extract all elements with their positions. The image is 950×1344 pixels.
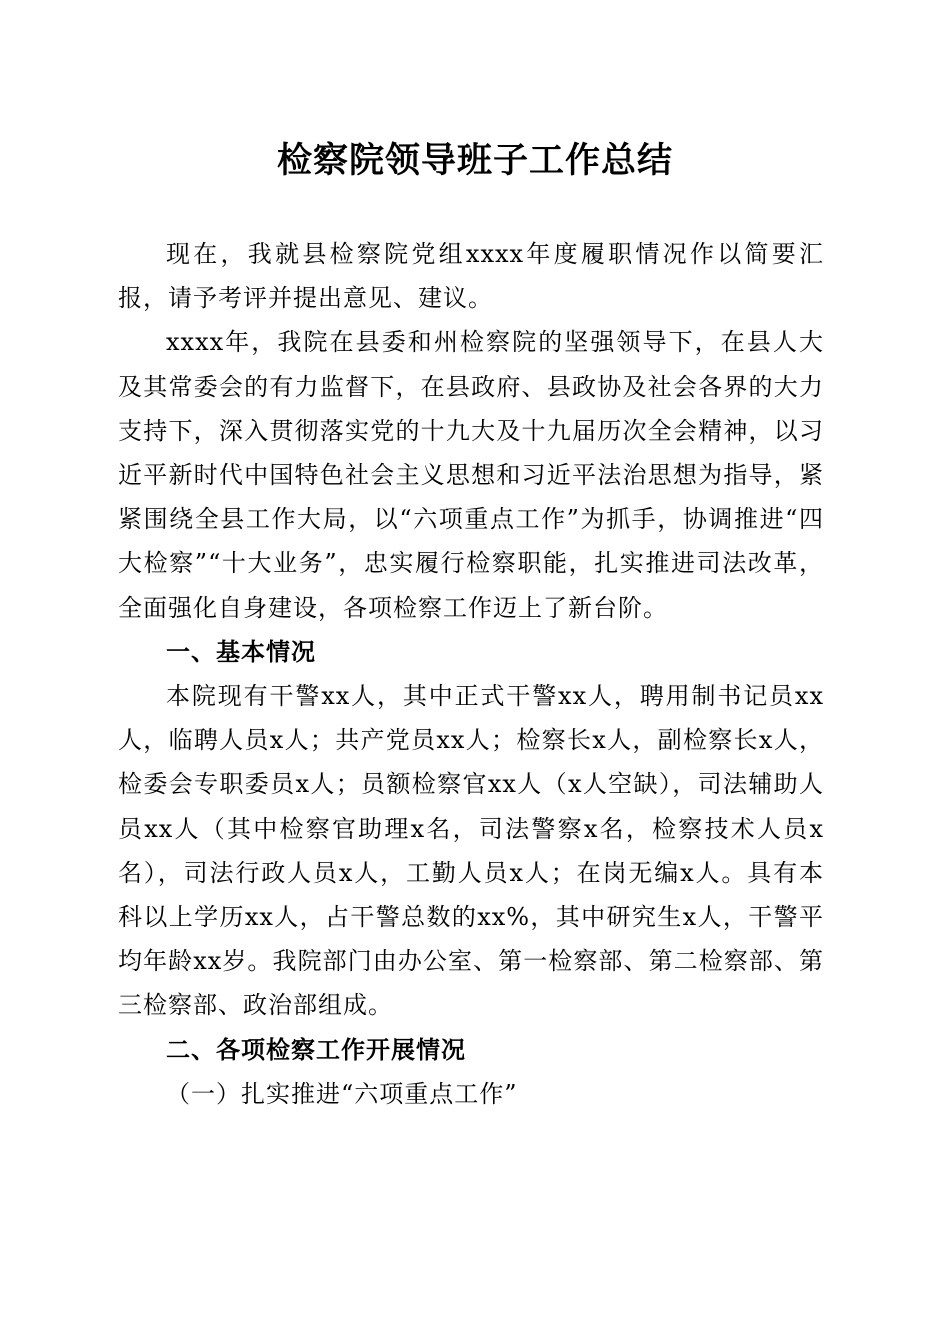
- summary-paragraph: xxxx年，我院在县委和州检察院的坚强领导下，在县人大及其常委会的有力监督下，在县政府、县政协及社会各界的大力支持下，深入贯彻落实党的十九大及十九届历次全会精神，以习近平新时代中国特色社会主义思想和习近平法治思想为指导，紧紧围绕全县工作大局，以“六项重点工作”为抓手，协调推进“四大检察”“十大业务”，忠实履行检察职能，扎实推进司法改革，全面强化自身建设，各项检察工作迈上了新台阶。: [118, 328, 824, 622]
- section-heading-work: 二、各项检察工作开展情况: [166, 1035, 466, 1064]
- basic-info-paragraph: 本院现有干警xx人，其中正式干警xx人，聘用制书记员xx人，临聘人员x人；共产党员xx人；检察长x人，副检察长x人，检委会专职委员x人；员额检察官xx人（x人空缺），司法辅助人员xx人（其中检察官助理x名，司法警察x名，检察技术人员x名），司法行政人员x人，工勤人员x人；在岗无编x人。具有本科以上学历xx人，占干警总数的xx%，其中研究生x人，干警平均年龄xx岁。我院部门由办公室、第一检察部、第二检察部、第三检察部、政治部组成。: [118, 682, 824, 1020]
- intro-paragraph: 现在，我就县检察院党组xxxx年度履职情况作以简要汇报，请予考评并提出意见、建议。: [118, 240, 824, 313]
- document-title: 检察院领导班子工作总结: [276, 140, 673, 181]
- document-body: [118, 232, 824, 1116]
- subsection-heading-key-work: （一）扎实推进“六项重点工作”: [166, 1079, 518, 1108]
- section-heading-basic: 一、基本情况: [166, 637, 316, 666]
